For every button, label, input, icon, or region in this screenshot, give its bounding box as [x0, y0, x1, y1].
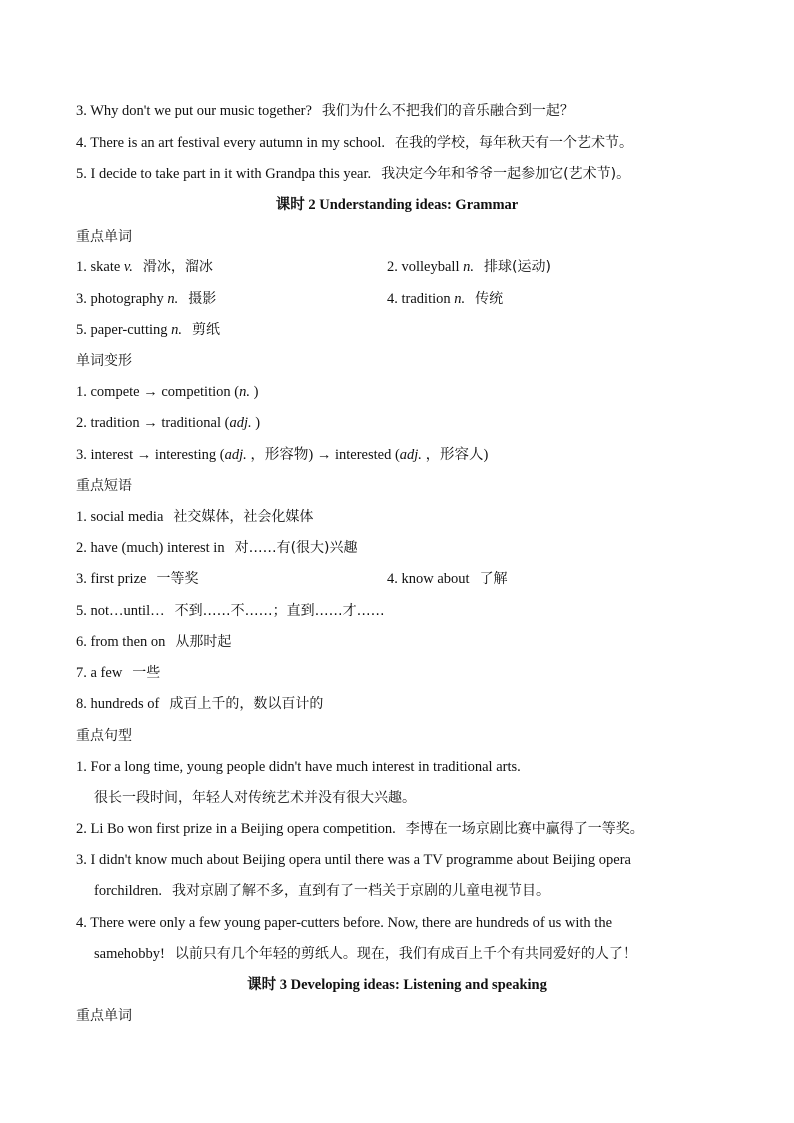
- pattern-zh: 我对京剧了解不多，直到有了一档关于京剧的儿童电视节目。: [172, 883, 551, 899]
- word-pos: n.: [454, 291, 466, 307]
- phrase-zh: 对……有(很大)兴趣: [234, 540, 358, 556]
- heading-key-words-2: 重点单词: [76, 1008, 132, 1024]
- phrase-1: [76, 507, 313, 527]
- pattern-zh: 李博在一场京剧比赛中赢得了一等奖。: [405, 821, 644, 837]
- sentence-3: [76, 101, 574, 121]
- word-zh: 滑冰，溜冰: [142, 259, 213, 275]
- pattern-4-en: 4. There were only a few young paper-cutters before. Now, there are hundreds of us with the: [76, 915, 613, 931]
- heading-key-phrases: 重点短语: [76, 478, 132, 494]
- word-pos: n.: [463, 259, 474, 275]
- word-zh: 剪纸: [192, 322, 221, 338]
- lesson-2-title: 课时 2 Understanding ideas: Grammar: [275, 197, 519, 213]
- sentence-4: [76, 133, 633, 153]
- phrase-8: [76, 694, 323, 714]
- sentence-zh: 我们为什么不把我们的音乐融合到一起？: [321, 103, 574, 119]
- form-pos: adj.: [399, 447, 422, 463]
- phrase-3: [76, 569, 198, 589]
- word-zh: 排球(运动): [484, 259, 551, 275]
- phrase-en: 3. first prize: [76, 571, 147, 587]
- sentence-zh: 我决定今年和爷爷一起参加它(艺术节)。: [381, 166, 631, 182]
- phrase-en: 4. know about: [387, 571, 470, 587]
- phrase-en: 7. a few: [76, 665, 123, 681]
- sentence-en: 5. I decide to take part in it with Grandpa this year.: [76, 166, 372, 182]
- form-text: ): [251, 415, 261, 431]
- pattern-4-cont: [94, 944, 637, 964]
- pattern-3-cont: [94, 881, 550, 901]
- pattern-zh: 以前只有几个年轻的剪纸人。现在，我们有成百上千个有共同爱好的人了！: [174, 946, 637, 962]
- word-en: 3. photography: [76, 291, 168, 307]
- word-4: [387, 289, 503, 309]
- form-text: ): [249, 384, 259, 400]
- word-en: 5. paper-cutting: [76, 322, 172, 338]
- phrase-en: 8. hundreds of: [76, 696, 160, 712]
- phrase-2: [76, 538, 358, 558]
- heading-key-sentences: 重点句型: [76, 728, 132, 744]
- phrase-7: [76, 663, 160, 683]
- lesson-3-title: 课时 3 Developing ideas: Listening and speaking: [247, 977, 547, 993]
- word-pos: n.: [167, 291, 179, 307]
- word-1: [76, 257, 213, 277]
- sentence-5: [76, 164, 630, 184]
- phrase-zh: 一些: [132, 665, 161, 681]
- phrase-zh: 社交媒体，社会化媒体: [173, 509, 314, 525]
- phrase-6: [76, 632, 231, 652]
- word-en: 4. tradition: [387, 291, 455, 307]
- pattern-3-en: 3. I didn't know much about Beijing opera until there was a TV programme about Beijing opera: [76, 852, 631, 868]
- word-zh: 传统: [475, 291, 504, 307]
- pattern-en: 2. Li Bo won first prize in a Beijing opera competition.: [76, 821, 396, 837]
- heading-word-forms: 单词变形: [76, 353, 132, 369]
- pattern-2: [76, 819, 644, 839]
- word-en: 2. volleyball: [387, 259, 464, 275]
- phrase-zh: 成百上千的，数以百计的: [169, 696, 324, 712]
- word-2: [387, 257, 551, 277]
- word-pos: n.: [171, 322, 183, 338]
- phrase-5: [76, 601, 385, 621]
- pattern-en: forchildren.: [94, 883, 163, 899]
- phrase-en: 5. not…until…: [76, 603, 165, 619]
- form-text: 3. interest → interesting (: [76, 447, 225, 463]
- pattern-1-zh: 很长一段时间，年轻人对传统艺术并没有很大兴趣。: [94, 790, 416, 806]
- word-3: [76, 289, 216, 309]
- phrase-zh: 不到……不……；直到……才……: [174, 603, 385, 619]
- form-3: [76, 445, 488, 465]
- form-text: 2. tradition → traditional (: [76, 415, 230, 431]
- form-1: [76, 382, 258, 402]
- word-zh: 摄影: [188, 291, 217, 307]
- word-pos: v.: [123, 259, 133, 275]
- phrase-en: 1. social media: [76, 509, 164, 525]
- pattern-en: samehobby!: [94, 946, 165, 962]
- phrase-zh: 了解: [479, 571, 508, 587]
- form-text: 1. compete → competition (: [76, 384, 240, 400]
- form-text: ，形容人): [421, 447, 489, 463]
- form-pos: n.: [239, 384, 250, 400]
- phrase-4: [387, 569, 508, 589]
- form-pos: adj.: [224, 447, 247, 463]
- heading-key-words: 重点单词: [76, 229, 132, 245]
- sentence-zh: 在我的学校，每年秋天有一个艺术节。: [394, 135, 633, 151]
- phrase-zh: 从那时起: [175, 634, 232, 650]
- sentence-en: 3. Why don't we put our music together?: [76, 103, 312, 119]
- form-text: ，形容物) → interested (: [246, 447, 400, 463]
- sentence-en: 4. There is an art festival every autumn in my school.: [76, 135, 385, 151]
- form-pos: adj.: [229, 415, 252, 431]
- pattern-1-en: 1. For a long time, young people didn't have much interest in traditional arts.: [76, 759, 521, 775]
- form-2: [76, 413, 260, 433]
- phrase-zh: 一等奖: [156, 571, 199, 587]
- word-5: [76, 320, 220, 340]
- word-en: 1. skate: [76, 259, 124, 275]
- phrase-en: 2. have (much) interest in: [76, 540, 225, 556]
- phrase-en: 6. from then on: [76, 634, 166, 650]
